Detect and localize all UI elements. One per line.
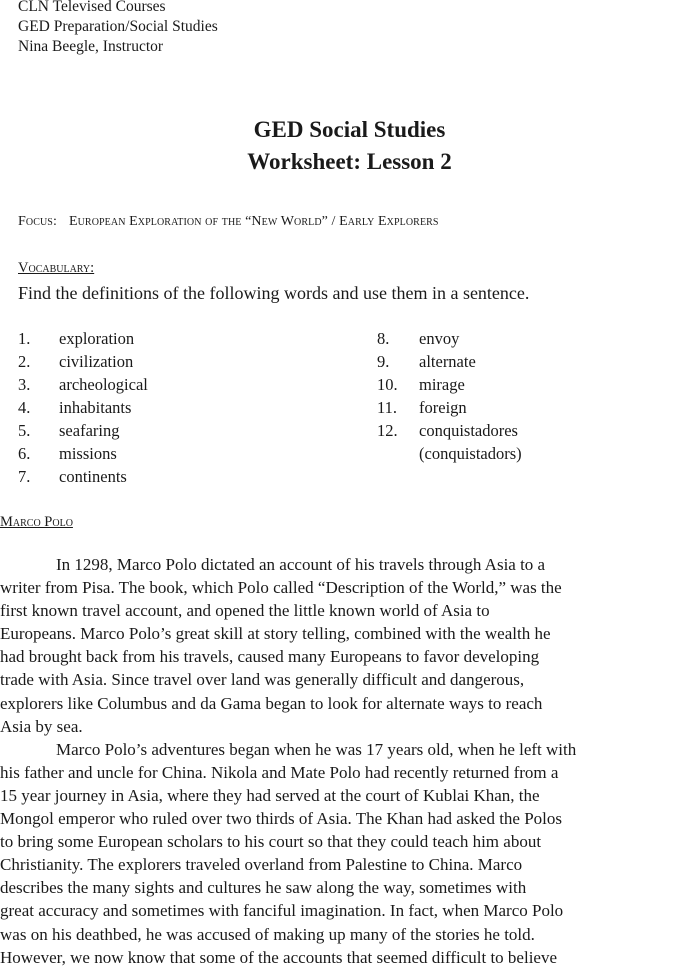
body-line: trade with Asia. Since travel over land was generally difficult and dangerous,	[0, 670, 525, 690]
vocab-item	[18, 327, 148, 350]
marco-polo-body	[0, 553, 576, 969]
course-subject: GED Preparation/Social Studies	[18, 18, 218, 35]
vocab-item	[377, 442, 522, 465]
body-line: was on his deathbed, he was accused of making up many of the stories he told.	[0, 924, 535, 944]
vocabulary-instruction: Find the definitions of the following words and use them in a sentence.	[18, 283, 530, 303]
focus-line	[18, 214, 439, 230]
course-name: CLN Televised Courses	[18, 0, 166, 15]
vocabulary-list-right	[377, 327, 522, 465]
body-line: his father and uncle for China. Nikola and Mate Polo had recently returned from a	[0, 762, 559, 782]
body-line: Asia by sea.	[0, 716, 83, 736]
vocab-number: 12.	[377, 421, 398, 440]
page-subtitle: Worksheet: Lesson 2	[247, 149, 452, 174]
vocab-word: civilization	[59, 352, 134, 371]
vocab-number: 7.	[18, 467, 31, 486]
instructor-name: Nina Beegle, Instructor	[18, 38, 164, 55]
vocab-word: exploration	[59, 329, 135, 348]
vocab-item	[377, 373, 522, 396]
course-header	[18, 0, 218, 57]
section-heading-marco-polo: Marco Polo	[0, 514, 73, 530]
vocab-number: 5.	[18, 421, 31, 440]
body-line: writer from Pisa. The book, which Polo called “Description of the World,” was the	[0, 578, 562, 598]
body-line: However, we now know that some of the accounts that seemed difficult to believe	[0, 947, 558, 967]
vocab-number: 2.	[18, 352, 31, 371]
vocab-number: 6.	[18, 444, 31, 463]
vocab-word: alternate	[419, 352, 476, 371]
vocab-item	[18, 373, 148, 396]
vocab-item	[18, 419, 148, 442]
vocab-word: conquistadores	[419, 421, 518, 440]
body-line: describes the many sights and cultures he saw along the way, sometimes with	[0, 878, 527, 898]
vocabulary-list-left	[18, 327, 148, 488]
vocab-item	[18, 396, 148, 419]
vocab-word: (conquistadors)	[419, 444, 522, 463]
vocab-number: 1.	[18, 329, 31, 348]
vocab-word: mirage	[419, 375, 465, 394]
vocab-word: missions	[59, 444, 117, 463]
body-line: to bring some European scholars to his court so that they could teach him about	[0, 832, 542, 852]
body-line: great accuracy and sometimes with fanciful imagination. In fact, when Marco Polo	[0, 901, 564, 921]
vocab-number: 9.	[377, 352, 390, 371]
focus-text: European Exploration of the “New World” / Early Explorers	[68, 214, 439, 229]
body-line: In 1298, Marco Polo dictated an account of his travels through Asia to a	[56, 555, 546, 574]
focus-label: Focus:	[18, 214, 57, 229]
body-line: had brought back from his travels, caused many Europeans to favor developing	[0, 647, 540, 667]
vocab-item	[377, 396, 522, 419]
vocab-number: 4.	[18, 398, 31, 417]
vocab-item	[18, 465, 148, 488]
vocab-number: 11.	[377, 398, 398, 417]
vocab-word: seafaring	[59, 421, 120, 440]
body-line: Marco Polo’s adventures began when he was 17 years old, when he left with	[56, 739, 577, 759]
vocab-number: 3.	[18, 375, 31, 394]
body-line: Mongol emperor who ruled over two thirds of Asia. The Khan had asked the Polos	[0, 809, 563, 829]
vocab-item	[18, 442, 148, 465]
vocab-item	[377, 350, 522, 373]
body-line: first known travel account, and opened the little known world of Asia to	[0, 601, 490, 621]
body-line: Christianity. The explorers traveled overland from Palestine to China. Marco	[0, 855, 523, 875]
vocab-item	[377, 327, 522, 350]
vocab-word: archeological	[59, 375, 148, 394]
vocab-number	[377, 442, 419, 465]
vocab-item	[18, 350, 148, 373]
vocab-number: 8.	[377, 329, 390, 348]
body-line: Europeans. Marco Polo’s great skill at story telling, combined with the wealth he	[0, 624, 551, 644]
vocab-number: 10.	[377, 375, 398, 394]
vocab-item	[377, 419, 522, 442]
page-title: GED Social Studies	[253, 117, 446, 142]
vocab-word: continents	[59, 467, 127, 486]
vocab-word: foreign	[419, 398, 467, 417]
vocab-word: envoy	[419, 329, 460, 348]
vocabulary-heading: Vocabulary:	[18, 260, 95, 276]
vocab-word: inhabitants	[59, 398, 132, 417]
body-line: 15 year journey in Asia, where they had served at the court of Kublai Khan, the	[0, 785, 540, 805]
body-line: explorers like Columbus and da Gama began to look for alternate ways to reach	[0, 693, 543, 713]
